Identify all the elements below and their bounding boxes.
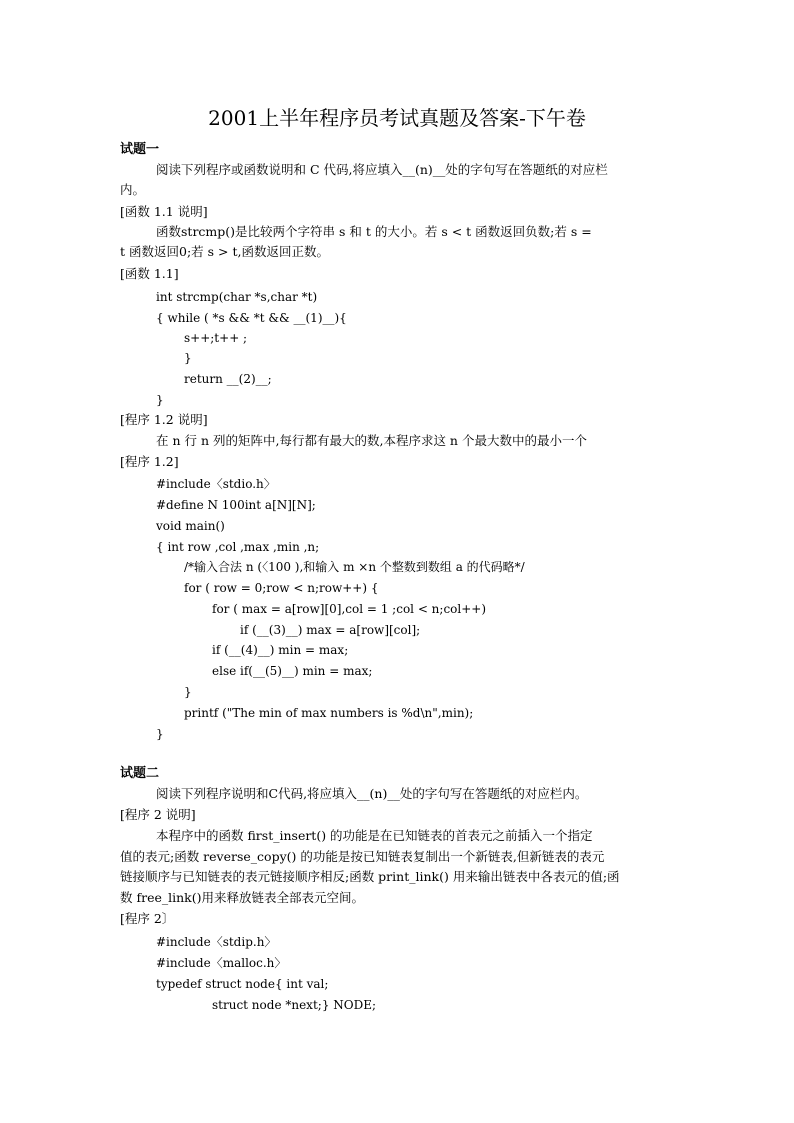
code-line: int strcmp(char *s,char *t) [156, 290, 318, 304]
f11-desc-line-2: t 函数返回0;若 s > t,函数返回正数。 [120, 244, 329, 259]
p2-desc-label: [程序 2 说明] [120, 807, 196, 822]
q1-intro-line-1: 阅读下列程序或函数说明和 C 代码,将应填入__(n)__处的字句写在答题纸的对应栏 [156, 162, 608, 177]
code-line: /*输入合法 n (〈100 ),和输入 m ×n 个整数到数组 a 的代码略*/ [184, 560, 525, 574]
code-line: for ( row = 0;row < n;row++) { [184, 581, 379, 595]
code-line: { while ( *s && *t && __(1)__){ [156, 311, 347, 325]
p2-desc-line-2: 值的表元;函数 reverse_copy() 的功能是按已知链表复制出一个新链表,但新链表的表元 [120, 849, 605, 864]
code-line: typedef struct node{ int val; [156, 977, 329, 991]
code-line: #include〈stdio.h〉 [156, 477, 276, 491]
code-line: else if(__(5)__) min = max; [212, 664, 373, 678]
code-line: for ( max = a[row][0],col = 1 ;col < n;col++) [212, 602, 487, 616]
f11-desc-line-1: 函数strcmp()是比较两个字符串 s 和 t 的大小。若 s < t 函数返回负数;若 s = [156, 224, 592, 239]
code-line: void main() [156, 519, 225, 533]
p12-label: [程序 1.2] [120, 454, 179, 469]
code-line: { int row ,col ,max ,min ,n; [156, 540, 320, 554]
code-line: } [156, 727, 164, 741]
page-title: 2001上半年程序员考试真题及答案-下午卷 [208, 106, 586, 130]
p12-desc-line-1: 在 n 行 n 列的矩阵中,每行都有最大的数,本程序求这 n 个最大数中的最小一个 [156, 433, 587, 448]
code-line: #define N 100int a[N][N]; [156, 498, 316, 512]
code-line: struct node *next;} NODE; [212, 998, 377, 1012]
code-line: s++;t++ ; [184, 331, 248, 345]
code-line: } [184, 685, 192, 699]
code-line: } [184, 351, 192, 365]
q1-heading: 试题一 [120, 142, 160, 157]
q1-intro-line-2: 内。 [120, 182, 146, 197]
p2-desc-line-1: 本程序中的函数 first_insert() 的功能是在已知链表的首表元之前插入一个指定 [156, 828, 593, 843]
f11-desc-label: [函数 1.1 说明] [120, 204, 208, 219]
code-line: if (__(3)__) max = a[row][col]; [240, 623, 421, 637]
code-line: printf ("The min of max numbers is %d\n",min); [184, 706, 474, 720]
code-line: return __(2)__; [184, 372, 272, 386]
code-line: #include〈malloc.h〉 [156, 956, 287, 970]
p2-desc-line-4: 数 free_link()用来释放链表全部表元空间。 [120, 890, 364, 905]
code-line: #include〈stdip.h〉 [156, 935, 277, 949]
q2-heading: 试题二 [120, 766, 160, 781]
p2-desc-line-3: 链接顺序与已知链表的表元链接顺序相反;函数 print_link() 用来输出链表中各表元的值;函 [120, 869, 620, 884]
q2-intro: 阅读下列程序说明和C代码,将应填入__(n)__处的字句写在答题纸的对应栏内。 [156, 786, 588, 801]
code-line: if (__(4)__) min = max; [212, 643, 349, 657]
code-line: } [156, 393, 164, 407]
p12-desc-label: [程序 1.2 说明] [120, 412, 208, 427]
p2-label: [程序 2〕 [120, 911, 175, 926]
f11-label: [函数 1.1] [120, 266, 179, 281]
